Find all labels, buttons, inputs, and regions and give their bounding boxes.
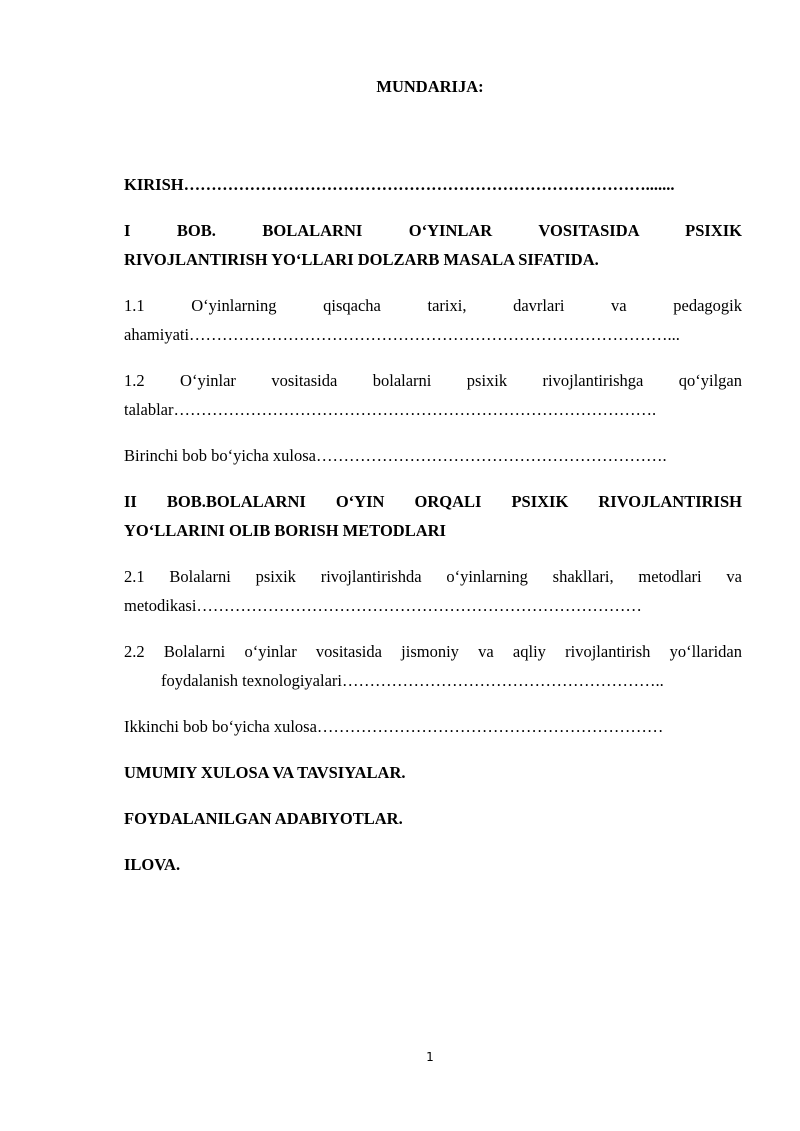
toc-entry-introduction (124, 170, 742, 199)
toc-entry-chapter-1 (124, 216, 742, 274)
toc-entry-chapter-2-conclusion (124, 712, 742, 741)
toc-entry-line: II BOB.BOLALARNI O‘YIN ORQALI PSIXIK RIVOJLANTIRISH (124, 492, 742, 511)
toc-entry-general-conclusion (124, 758, 742, 787)
toc-entry-line: 2.1 Bolalarni psixik rivojlantirishda o‘yinlarning shakllari, metodlari va (124, 567, 742, 586)
toc-entry-text: Birinchi bob bo‘yicha xulosa………………………………………………………. (124, 446, 667, 465)
toc-entry-line: metodikasi……………………………………………………………………… (124, 596, 642, 615)
table-of-contents (124, 170, 742, 896)
toc-entry-chapter-2 (124, 487, 742, 545)
page-title: MUNDARIJA: (376, 77, 484, 96)
toc-entry-line: 1.1 O‘yinlarning qisqacha tarixi, davrlari va pedagogik (124, 296, 742, 315)
toc-entry-section-2-2 (124, 637, 742, 695)
toc-entry-appendix (124, 850, 742, 879)
toc-entry-line: foydalanish texnologiyalari………………………………………………….. (161, 671, 664, 690)
toc-entry-line: RIVOJLANTIRISH YO‘LLARI DOLZARB MASALA SIFATIDA. (124, 250, 599, 269)
toc-entry-text: Ikkinchi bob bo‘yicha xulosa……………………………………………………… (124, 717, 664, 736)
toc-entry-references (124, 804, 742, 833)
toc-entry-line: I BOB. BOLALARNI O‘YINLAR VOSITASIDA PSIXIK (124, 221, 742, 240)
toc-entry-line: talablar……………………………………………………………………………. (124, 400, 657, 419)
toc-entry-line: ahamiyati……………………………………………………………………………... (124, 325, 680, 344)
toc-entry-section-1-2 (124, 366, 742, 424)
toc-entry-text: FOYDALANILGAN ADABIYOTLAR. (124, 809, 403, 828)
toc-entry-line: 1.2 O‘yinlar vositasida bolalarni psixik rivojlantirishga qo‘yilgan (124, 371, 742, 390)
toc-entry-section-2-1 (124, 562, 742, 620)
toc-entry-text: UMUMIY XULOSA VA TAVSIYALAR. (124, 763, 406, 782)
toc-entry-chapter-1-conclusion (124, 441, 742, 470)
page-number: 1 (426, 1050, 434, 1064)
toc-entry-section-1-1 (124, 291, 742, 349)
toc-entry-text: ILOVA. (124, 855, 181, 874)
toc-entry-line: 2.2 Bolalarni o‘yinlar vositasida jismoniy va aqliy rivojlantirish yo‘llaridan (124, 642, 742, 661)
toc-entry-text: KIRISH…………………………………………………………………………....... (124, 175, 675, 194)
toc-entry-line: YO‘LLARINI OLIB BORISH METODLARI (124, 521, 446, 540)
